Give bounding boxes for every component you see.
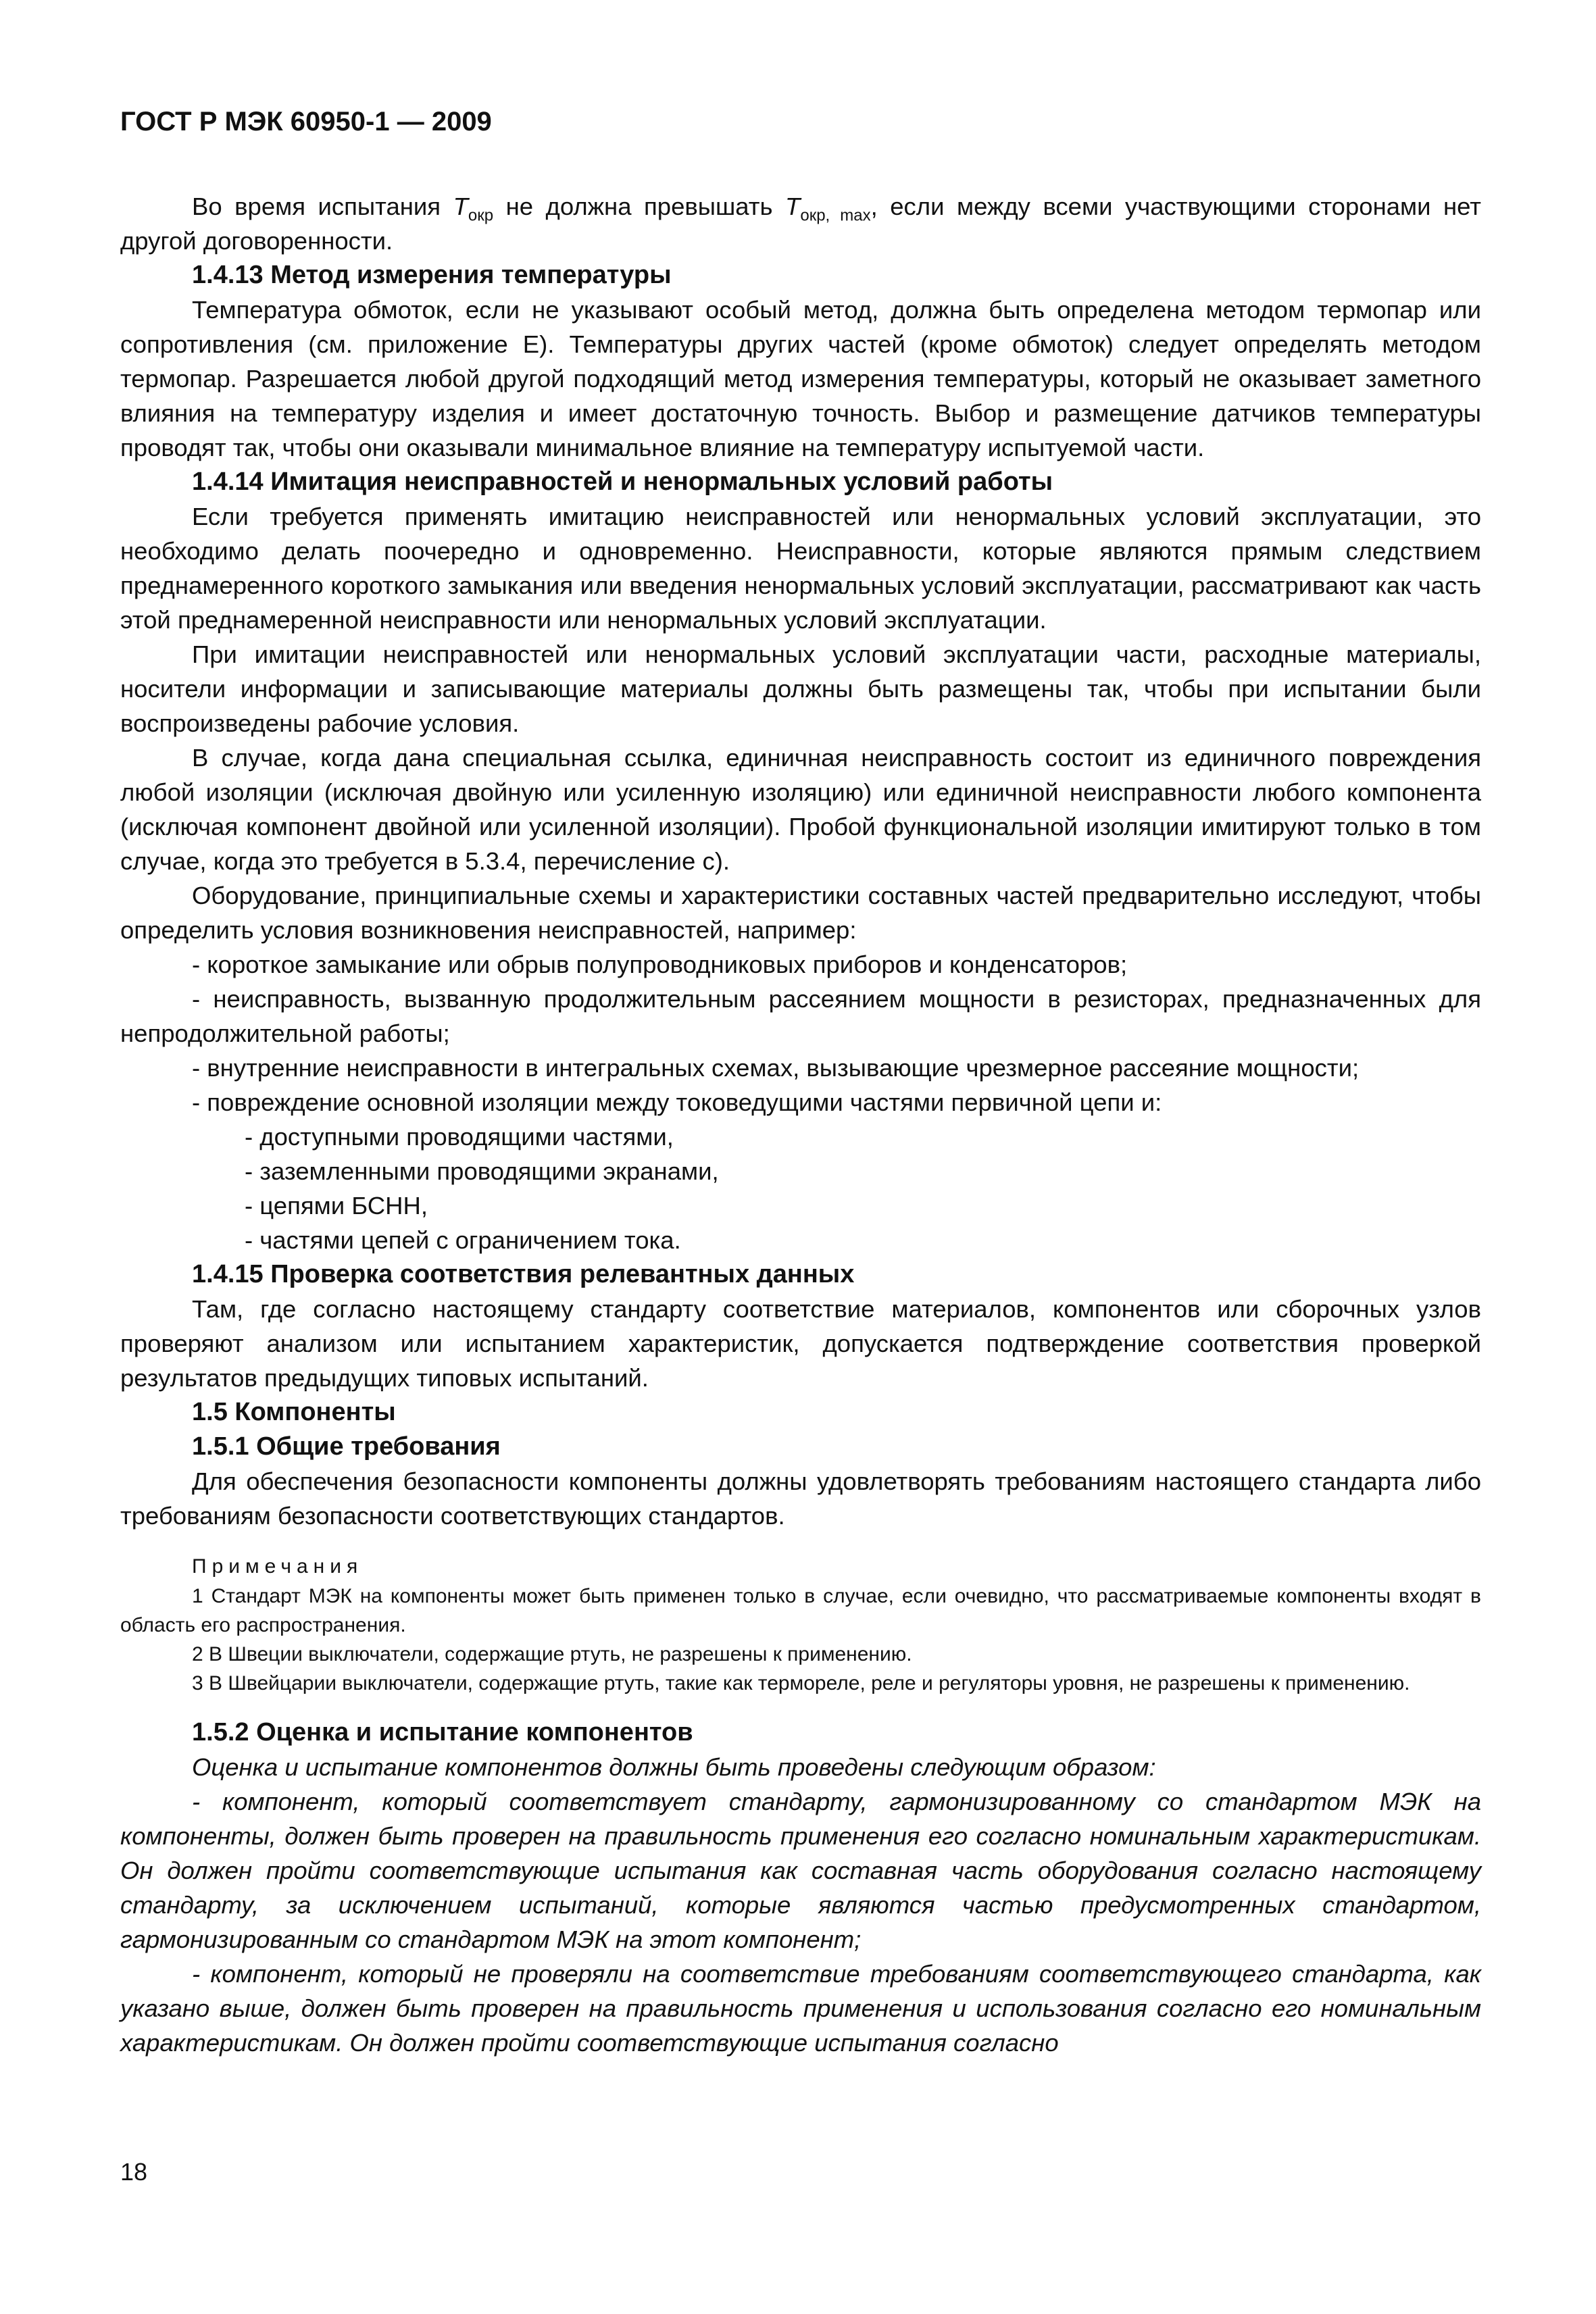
paragraph: При имитации неисправностей или ненормальных условий эксплуатации части, расходные материалы, носители информации и записывающие материалы должны быть размещены так, чтобы при испытании были воспроизведены рабочие условия.: [120, 640, 1481, 737]
section-heading-1-4-15: 1.4.15 Проверка соответствия релевантных данных: [192, 1260, 855, 1288]
note-item: 2 В Швеции выключатели, содержащие ртуть, не разрешены к применению.: [192, 1643, 912, 1665]
paragraph: Оборудование, принципиальные схемы и характеристики составных частей предварительно исследуют, чтобы определить условия возникновения неисправностей, например:: [120, 882, 1481, 944]
notes-title: Примечания: [192, 1555, 364, 1578]
note-item: 3 В Швейцарии выключатели, содержащие ртуть, такие как термореле, реле и регуляторы уровня, не разрешены к применению.: [192, 1672, 1410, 1694]
sub-list-item: - доступными проводящими частями,: [245, 1123, 674, 1151]
sub-list-item: - заземленными проводящими экранами,: [245, 1157, 719, 1185]
paragraph-italic: - компонент, который не проверяли на соответствие требованиям соответствующего стандарта, как указано выше, должен быть проверен на правильность применения и использования согласно его номинальным характеристикам. Он должен пройти соответствующие испытания согласно: [120, 1960, 1481, 2057]
paragraph: Температура обмоток, если не указывают особый метод, должна быть определена методом термопар или сопротивления (см. приложение Е). Температуры других частей (кроме обмоток) следует определять методом термопар. Разрешается любой другой подходящий метод измерения температуры, который не оказывает заметного влияния на температуру изделия и имеет достаточную точность. Выбор и размещение датчиков температуры проводят так, чтобы они оказывали минимальное влияние на температуру испытуемой части.: [120, 296, 1481, 461]
section-heading-1-5-1: 1.5.1 Общие требования: [192, 1432, 501, 1461]
list-item: - короткое замыкание или обрыв полупроводниковых приборов и конденсаторов;: [192, 951, 1128, 978]
list-item: - повреждение основной изоляции между токоведущими частями первичной цепи и:: [192, 1088, 1162, 1116]
note-item: 1 Стандарт МЭК на компоненты может быть применен только в случае, если очевидно, что рассматриваемые компоненты входят в область его распространения.: [120, 1585, 1481, 1636]
list-item: - внутренние неисправности в интегральных схемах, вызывающие чрезмерное рассеяние мощности;: [192, 1054, 1360, 1082]
paragraph: Для обеспечения безопасности компоненты должны удовлетворять требованиям настоящего стандарта либо требованиям безопасности соответствующих стандартов.: [120, 1467, 1481, 1530]
paragraph-intro: Во время испытания $T_{окр}$ не должна превышать $T_{окр, max}$, если между всеми участвующими сторонами нет другой договоренности.: [120, 193, 1481, 255]
section-heading-1-4-14: 1.4.14 Имитация неисправностей и ненормальных условий работы: [192, 468, 1053, 496]
paragraph-italic: Оценка и испытание компонентов должны быть проведены следующим образом:: [192, 1753, 1156, 1781]
section-heading-1-4-13: 1.4.13 Метод измерения температуры: [192, 261, 672, 289]
section-heading-1-5-2: 1.5.2 Оценка и испытание компонентов: [192, 1718, 693, 1746]
paragraph-italic: - компонент, который соответствует стандарту, гармонизированному со стандартом МЭК на компоненты, должен быть проверен на правильность применения его согласно номинальным характеристикам. Он должен пройти соответствующие испытания как составная часть оборудования согласно настоящему стандарту, за исключением испытаний, которые являются частью предусмотренных стандартом, гармонизированным со стандартом МЭК на этот компонент;: [120, 1788, 1481, 1953]
page-number: 18: [120, 2158, 148, 2186]
paragraph: Там, где согласно настоящему стандарту соответствие материалов, компонентов или сборочных узлов проверяют анализом или испытанием характеристик, допускается подтверждение соответствия проверкой результатов предыдущих типовых испытаний.: [120, 1295, 1481, 1392]
sub-list-item: - цепями БСНН,: [245, 1192, 428, 1219]
paragraph: В случае, когда дана специальная ссылка, единичная неисправность состоит из единичного повреждения любой изоляции (исключая двойную или усиленную изоляцию) или единичной неисправности любого компонента (исключая компонент двойной или усиленной изоляции). Пробой функциональной изоляции имитируют только в том случае, когда это требуется в 5.3.4, перечисление с).: [120, 744, 1481, 875]
paragraph: Если требуется применять имитацию неисправностей или ненормальных условий эксплуатации, это необходимо делать поочередно и одновременно. Неисправности, которые являются прямым следствием преднамеренного короткого замыкания или введения ненормальных условий эксплуатации, рассматривают как часть этой преднамеренной неисправности или ненормальных условий эксплуатации.: [120, 503, 1481, 634]
list-item: - неисправность, вызванную продолжительным рассеянием мощности в резисторах, предназначенных для непродолжительной работы;: [120, 985, 1481, 1047]
document-header: ГОСТ Р МЭК 60950-1 — 2009: [120, 107, 492, 136]
section-heading-1-5: 1.5 Компоненты: [192, 1398, 396, 1426]
sub-list-item: - частями цепей с ограничением тока.: [245, 1226, 681, 1254]
